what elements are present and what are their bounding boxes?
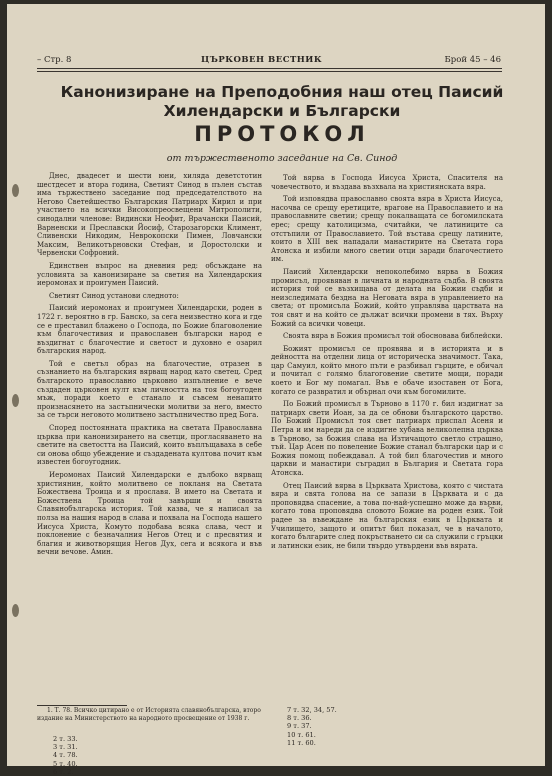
footnote: 6 т. 2. xyxy=(53,767,74,776)
page-number: – Стр. 8 xyxy=(37,55,72,65)
footnote: 4 т. 78. xyxy=(53,751,78,760)
footnotes-left xyxy=(53,735,78,776)
footnotes-right xyxy=(287,706,337,747)
footnote: 11 т. 60. xyxy=(287,738,316,747)
article-title: Канонизиране на Преподобния наш отец Паисий xyxy=(60,83,504,101)
binding-hole xyxy=(12,184,19,197)
paragraph: Светият Синод установи следното: xyxy=(49,291,179,300)
paragraph: Своята вяра в Божия промисъл той обосновава библейски. xyxy=(283,332,503,341)
paragraph: Той вярва в Господа Иисуса Христа, Спасителя на човечеството, и въздава възхвала на християнската вяра. xyxy=(271,174,503,191)
article-subtitle: от тържественото заседание на Св. Синод xyxy=(166,153,398,164)
header-rule xyxy=(37,68,502,69)
right-column xyxy=(271,174,503,554)
paragraph: Той изповядва православно своята вяра в Христа Иисуса, насочва се срещу еретиците, врагове на Православието и на православните светии; срещу покалващата се богомилската ерес; срещу католицизма, считайки, че латиниците са отстъпили от Православието. Той въстава срещу латините, които в XIII век нападали манастирите на Светата гора Атонска и избили много светии отци заради благочестието им. xyxy=(271,195,503,264)
footnote: 1. Т. 78. Всичко цитирано е от Историята славянобългарска, второ издание на Министерството на народното просвещение от 1938 г. xyxy=(37,707,261,722)
footnote: 5 т. 40. xyxy=(53,759,78,768)
footnote: 7 т. 32, 34, 57. xyxy=(287,706,337,714)
paragraph: Божият промисъл се проявява и в историята и в дейността на отделни лица от историческа значимост. Така, цар Самуил, който много пъти е разбивал гърците, е обичал и почитал с голямо благоговение светите мощи, поради което и Бог му помагал. Във е обаче изоставен от Бога, когато се развратил и обърнал очи към богомилите. xyxy=(271,344,503,396)
paragraph: Той е светъл образ на благочестие, отразен в съзнанието на българския вярващ народ като светец. Сред българското православно църковно изпълнение е вече създаден църковен култ към личността на тоя богоугоден мъж, поради което е станало и съвсем ненапито произнасянето на застъпнически молитви за него, вместо за се търси неговото молитвено застъпничество пред Бога. xyxy=(37,359,262,420)
paragraph: Паисий Хилендарски непоколебимо вярва в Божия промисъл, проявяван в личната и народната съдба. В своята история той се възхищава от делата на Божии съдби и неизследимата бездна на Неговата вяра в управлението на света; от промисъла Божий, който управлява царствата на тоя свят и на който се дължат всички промени в тях. Върху Божий са всички човеци. xyxy=(271,267,503,328)
footnote: 9 т. 37. xyxy=(287,722,312,731)
paragraph: Отец Паисий вярва в Църквата Христова, която с чистата вяра и свята голова на се запази в Църквата и с да проповядва спасение, а това по-най-успешно може да върви, когато това проповядва словото Божие на роден език. Той радее за въвеждане на българския език в Църквата и Училището, защото и опитът бил показал, че в началото, когато българите след покръстването си са служили с гръцки и латински език, не били твърдо утвърдени във вярата. xyxy=(271,481,503,550)
left-column xyxy=(37,172,262,561)
paragraph: По Божий промисъл в Търново в 1170 г. бил издигнат за патриарх свети Иоан, за да се обнови българското царство. По Божий Промисъл тоя свет патриарх приспал Асеня и Петра и им нареди да се издигне хубава великолепна църква в Търново, за божия слава на Изтичащото светло страшно, тъй. Цар Асен по повеление Божие станал български цар и с Божия помощ побеждавал. А той бил благочестив и много царкви и манастири съградил в България и Светата гора Атонска. xyxy=(271,400,503,477)
paragraph: Единствен въпрос на дневния ред: обсъждане на условията за канонизиране за светия на Хилендарския иеромонах и проигумен Паисий. xyxy=(37,261,262,288)
paragraph: Днес, двадесет и шести юни, хиляда деветстотин шестдесет и втора година, Светият Синод в пълен състав има тържествено заседание под председателството на Негово Светейшество Българския Патриарх Кирил и при участието на всички Високопреосвещени Митрополити, синодални членове: Видински Неофит, Врачански Паисий, Варненски и Преславски Йосиф, Старозагорски Климент, Сливенски Никодим, Неврокопски Пимен, Ловчански Максим, Великотърновски Стефан, и Доростолски и Червенски Софроний. xyxy=(37,172,262,258)
paragraph: Иеромонах Паисий Хилендарски е дълбоко вярващ християнин, който молитвено се покланя на Светата Божествена Троица и я прославя. В името на Светата и Божествена Троица той завърши и своята Славянобългарска история. Той казва, че я написал за полза на нашия народ в слава и похвала на Господа нашего Иисуса Христа, Комуто подобава всяка слава, чест и поклонение с безначалния Негов Отец и с пресвятия и благия и животворящия Негов Дух, сега и всякога и във вечни вечове. Амин. xyxy=(37,471,262,557)
article-title-line2: Хилендарски и Български xyxy=(163,102,401,120)
footnote: 10 т. 61. xyxy=(287,730,316,739)
binding-hole xyxy=(12,394,19,407)
paragraph: Според постоянната практика на светата Православна църква при канонизирането на светци, прогласяването на светите на светостта на Паисий, които въплъщаваха в себе си онова общо убеждение и създадената култова почит към известен богоугодник. xyxy=(37,424,262,467)
header-rule xyxy=(37,71,502,72)
document-page xyxy=(7,4,545,776)
binding-hole xyxy=(12,604,19,617)
protocol-heading: ПРОТОКОЛ xyxy=(194,122,370,146)
footnote: 8 т. 36. xyxy=(287,714,312,723)
footnote-rule xyxy=(37,705,127,706)
journal-name: ЦЪРКОВЕН ВЕСТНИК xyxy=(201,55,323,65)
footnote: 3 т. 31. xyxy=(53,743,78,752)
paragraph: Паисий иеромонах и проигумен Хилендарски, роден в 1722 г. вероятно в гр. Банско, за сега неизвестно кога и где се е преставил блажено о Господа, по Божие благоволение към благочестивия и православен български народ е въздигнат с благочестие и светост и духовно е озарил българския народ. xyxy=(37,304,262,356)
footnote: 2 т. 33. xyxy=(53,735,78,743)
running-header xyxy=(37,55,501,67)
issue-number: Брой 45 – 46 xyxy=(444,55,501,65)
